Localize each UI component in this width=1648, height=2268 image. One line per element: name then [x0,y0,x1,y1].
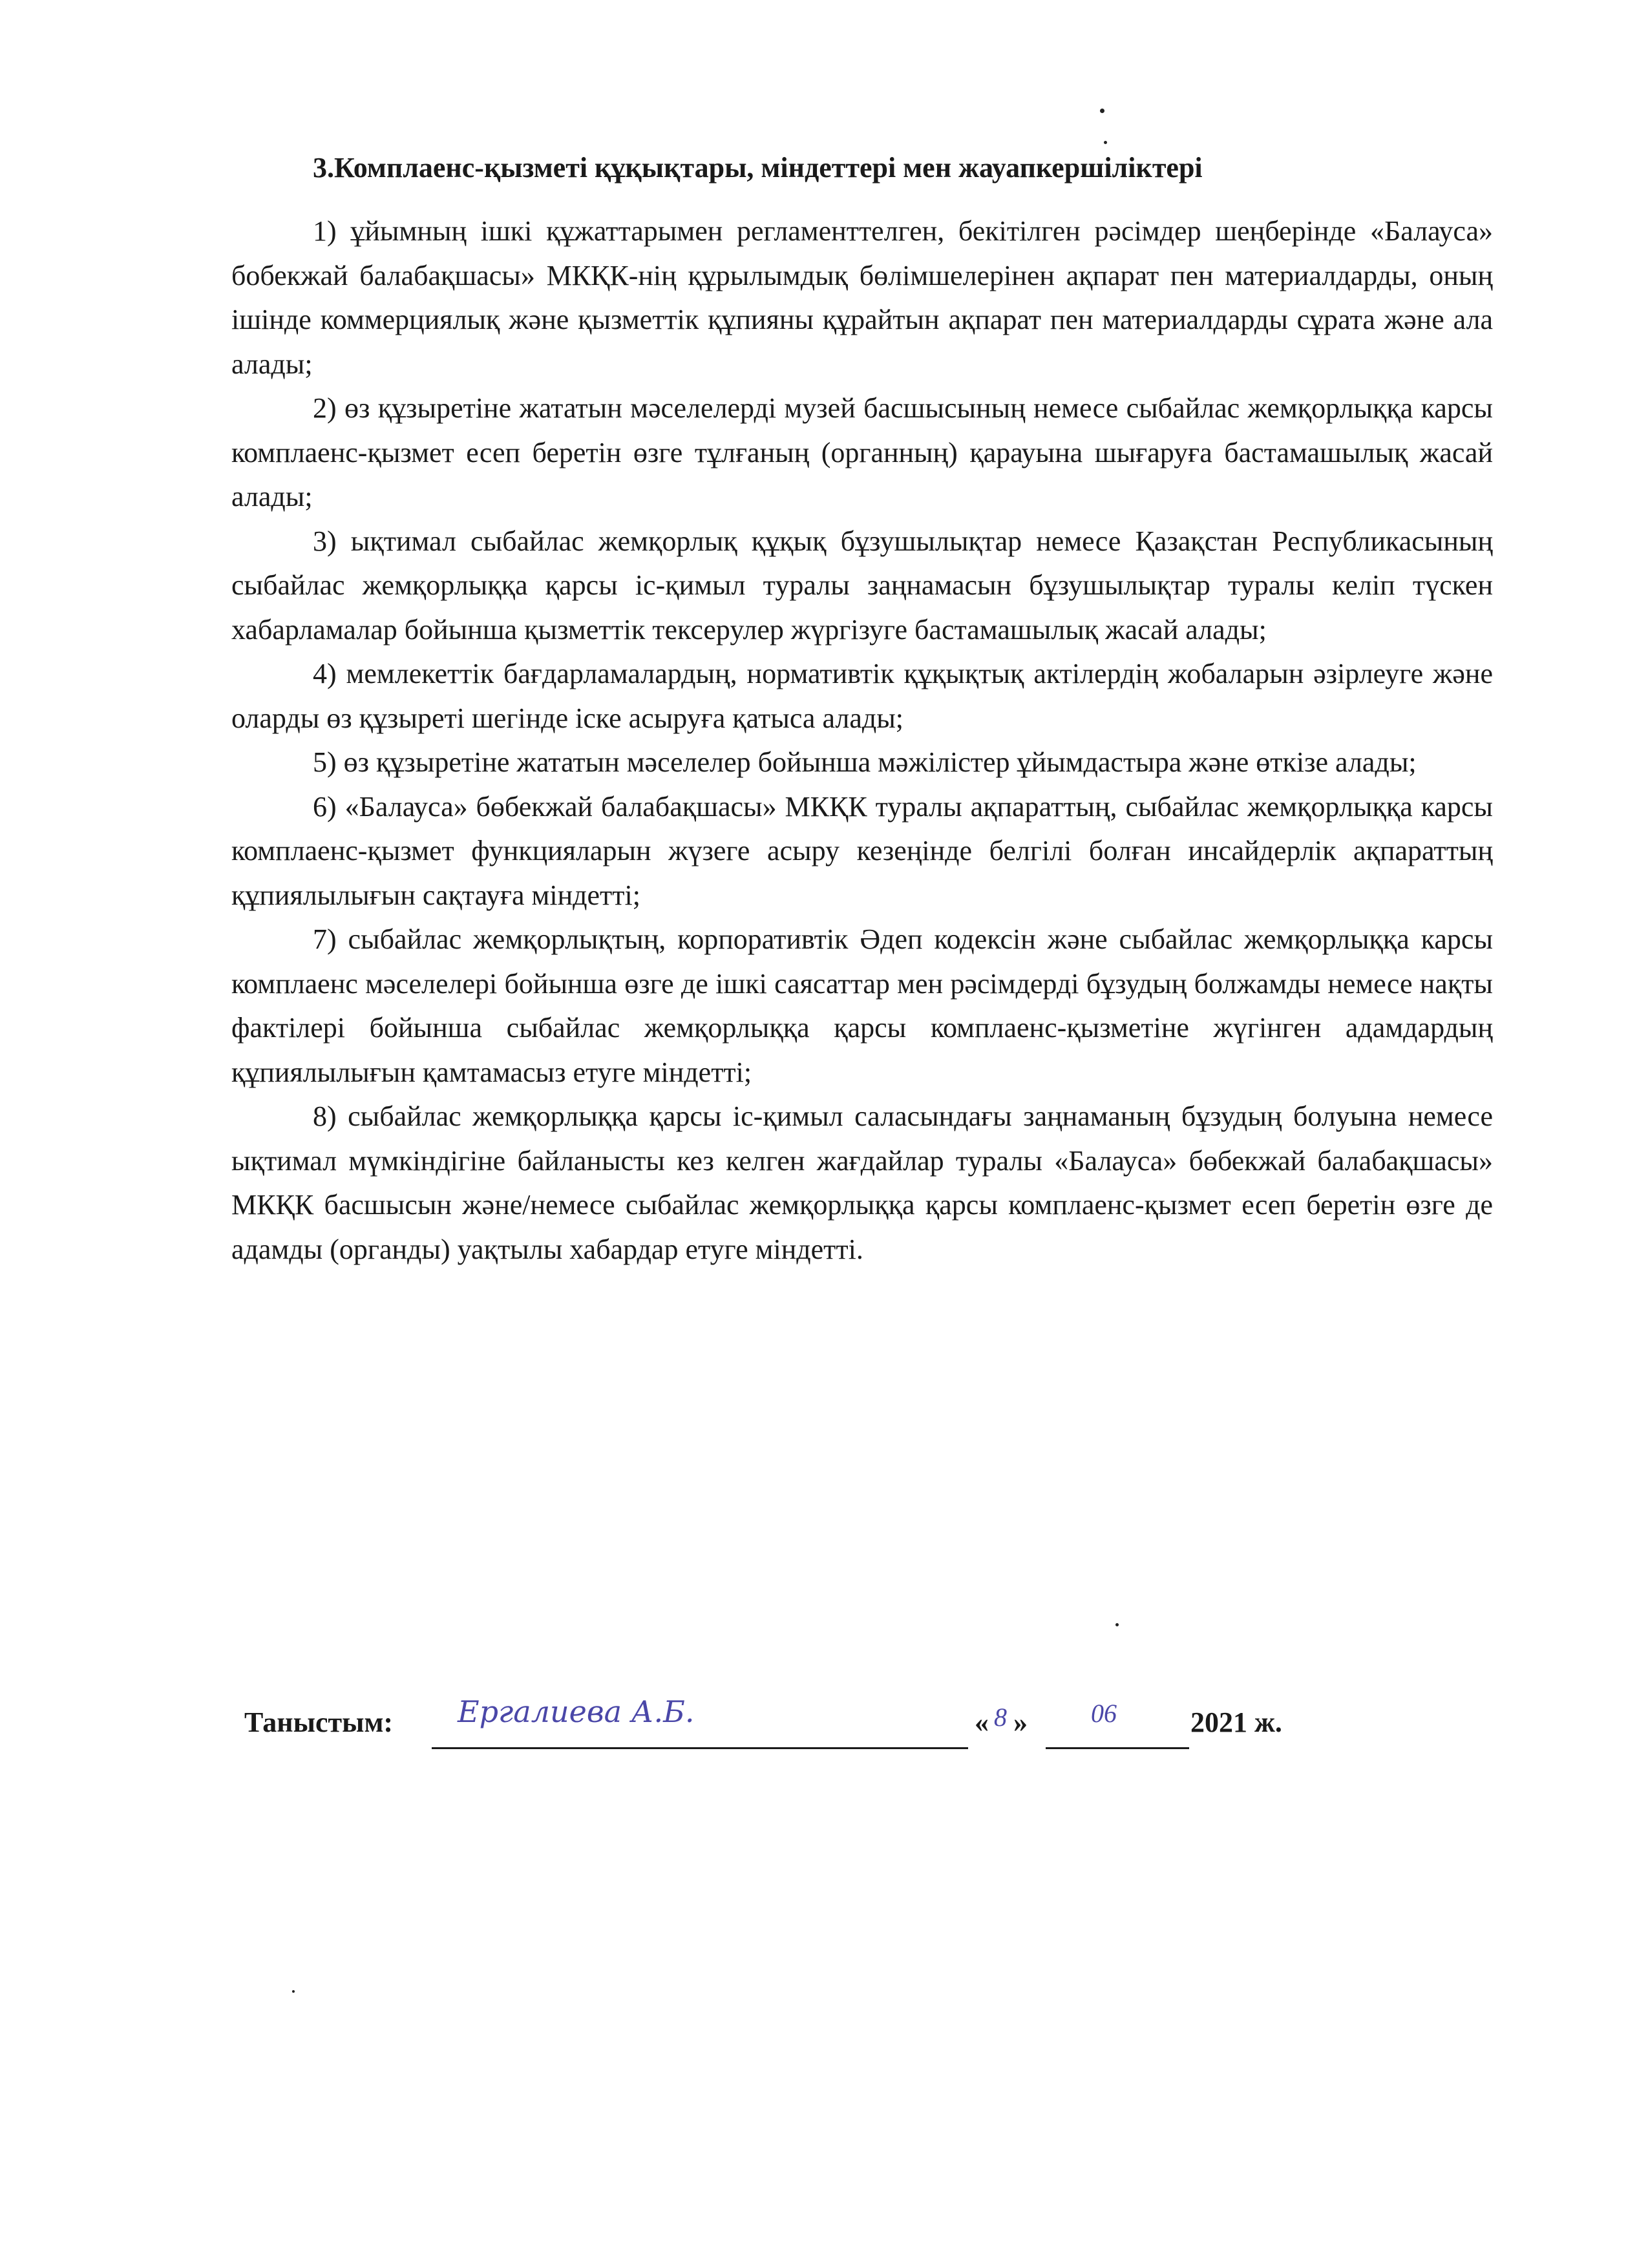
date-month-line [1046,1706,1189,1749]
date-quote-close: » [1013,1706,1028,1738]
signature-row [244,1694,1282,1739]
acknowledgement-label: Таныстым: [244,1706,394,1738]
date-quote-open: « [975,1706,989,1738]
list-item: 6) «Балауса» бөбекжай балабақшасы» МКҚК туралы ақпараттың, сыбайлас жемқорлыққа карсы комплаенс-қызмет функцияларын жүзеге асыру кезеңінде белгілі болған инсайдерлік ақпараттың құпиялылығын сақтауға міндетті; [231,790,1493,911]
list-item: 2) өз құзыретіне жататын мәселелерді музей басшысының немесе сыбайлас жемқорлыққа карсы комплаенс-қызмет есеп беретін өзге тұлғаның (органның) қарауына шығаруға бастамашылық жасай алады; [231,392,1493,512]
scan-speck [1100,109,1104,113]
scan-speck [292,1990,295,1993]
list-item: 8) сыбайлас жемқорлыққа қарсы іс-қимыл саласындағы заңнаманың бұзудың болуына немесе ықтимал мүмкіндігіне байланысты кез келген жағдайлар туралы «Балауса» бөбекжай балабақшасы» МКҚК басшысын және/немесе сыбайлас жемқорлыққа қарсы комплаенс-қызмет есеп беретін өзге де адамды (органды) уақтылы хабардар етуге міндетті. [231,1100,1493,1265]
scan-speck [1115,1623,1119,1626]
section-heading: 3.Комплаенс-қызметі құқықтары, міндеттері мен жауапкершіліктері [313,152,1203,184]
date-month: 06 [1091,1699,1117,1728]
list-item: 3) ықтимал сыбайлас жемқорлық құқық бұзушылықтар немесе Қазақстан Республикасының сыбайлас жемқорлыққа қарсы іс-қимыл туралы заңнамасын бұзушылықтар туралы келіп түскен хабарламалар бойынша қызметтік тексерулер жүргізуге бастамашылық жасай алады; [231,525,1493,646]
date-year: 2021 ж. [1190,1706,1282,1738]
handwritten-signature: Ергалиева А.Б. [458,1694,695,1729]
list-item: 1) ұйымның ішкі құжаттарымен регламенттелген, бекітілген рәсімдер шеңберінде «Балауса» бобекжай балабақшасы» МКҚК-нің құрылымдық бөлімшелерінен ақпарат пен материалдарды, оның ішінде коммерциялық және қызметтік құпияны құрайтын ақпарат пен материалдарды сұрата және ала алады; [231,215,1493,380]
list-item: 5) өз құзыретіне жататын мәселелер бойынша мәжілістер ұйымдастыра және өткізе алады; [313,746,1417,778]
date-day: 8 [994,1703,1007,1732]
list-item: 7) сыбайлас жемқорлықтың, корпоративтік Әдеп кодексін және сыбайлас жемқорлыққа карсы комплаенс мәселелері бойынша өзге де ішкі саясаттар мен рәсімдерді бұзудың болжамды немесе нақты фактілері бойынша сыбайлас жемқорлыққа қарсы комплаенс-қызметіне жүгінген адамдардың құпиялылығын қамтамасыз етуге міндетті; [231,923,1493,1088]
document-body [231,147,1493,1272]
scan-speck [1104,141,1107,144]
list-item: 4) мемлекеттік бағдарламалардың, нормативтік құқықтық актілердің жобаларын әзірлеуге және оларды өз құзыреті шегінде іске асыруға қатыса алады; [231,658,1493,734]
